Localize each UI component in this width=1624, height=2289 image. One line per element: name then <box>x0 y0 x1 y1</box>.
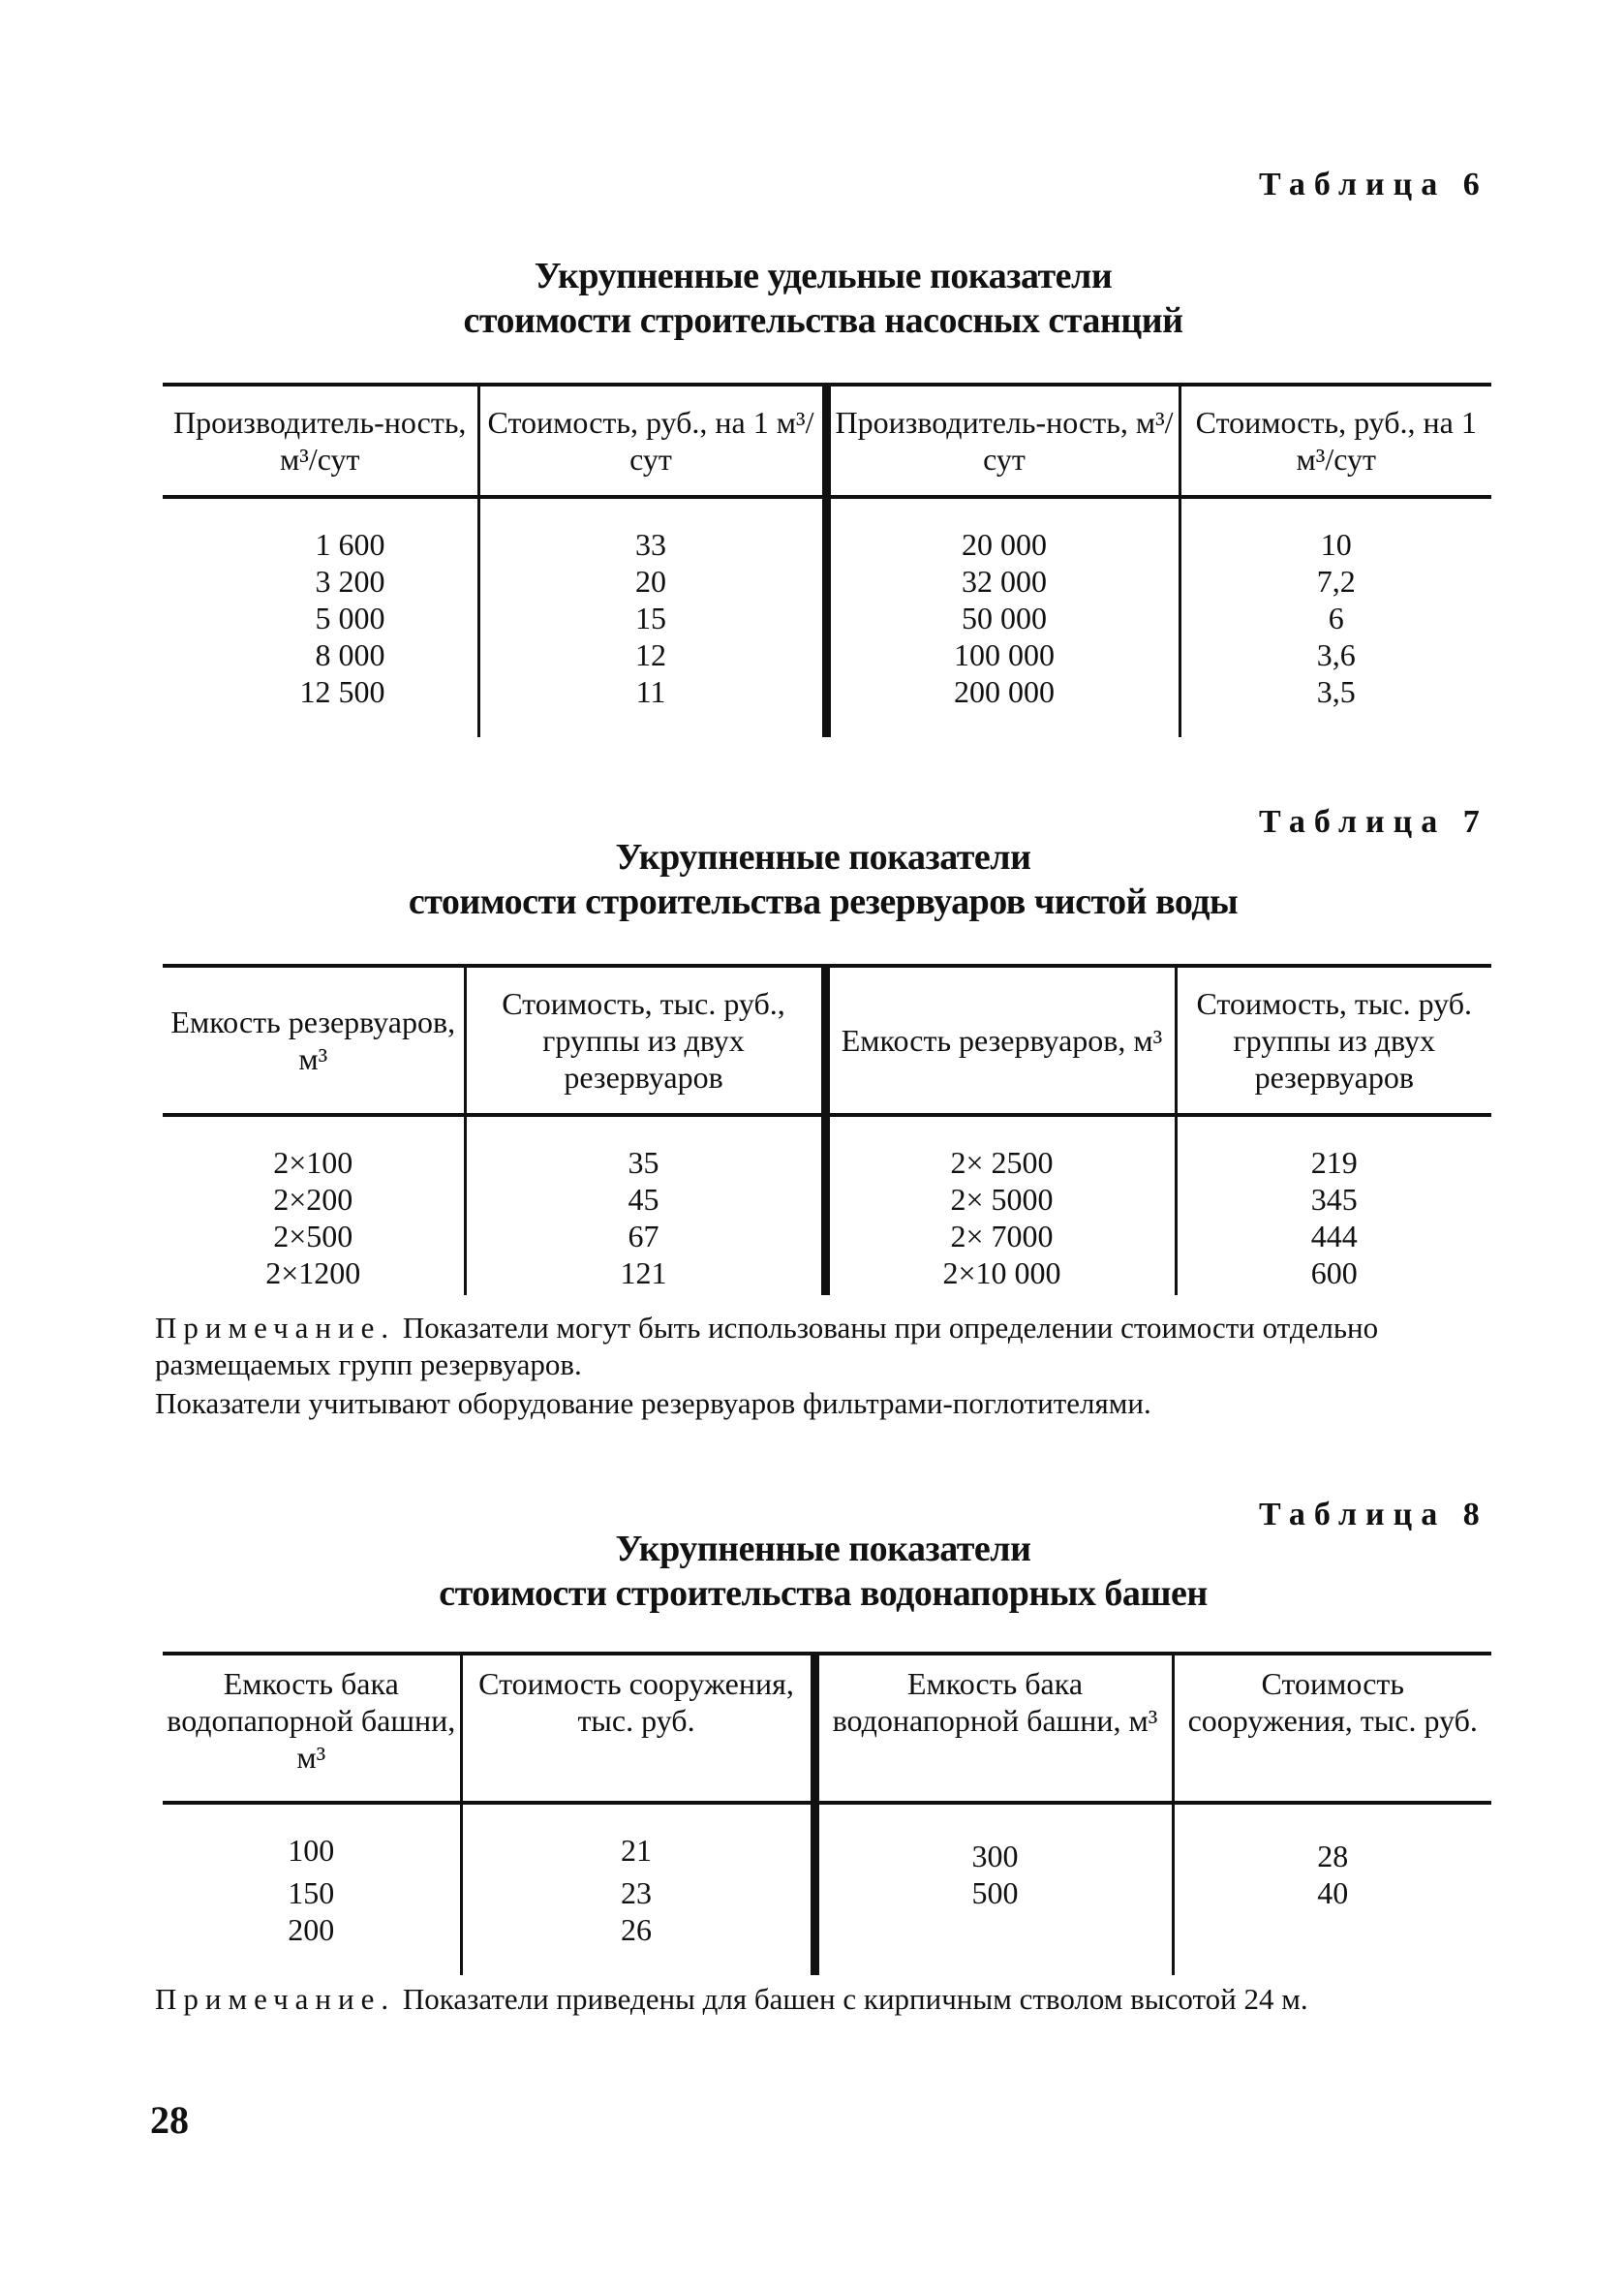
table-cell: 2×200 <box>163 1181 465 1218</box>
table7-title-line2: стоимости строительства резервуаров чистой воды <box>408 882 1239 922</box>
table-cell: 35 <box>465 1115 825 1181</box>
table8-header-cell: Емкость бака водонапорной башни, м³ <box>814 1654 1173 1803</box>
table-row <box>163 636 1491 673</box>
table-row <box>163 497 1491 563</box>
table-cell: 23 <box>461 1874 814 1911</box>
page-number: 28 <box>150 2098 189 2142</box>
table-cell: 600 <box>1310 1255 1358 1290</box>
table-cell: 444 <box>1310 1219 1358 1253</box>
table8-label: Таблица 8 <box>1259 1497 1488 1532</box>
table8-header-cell: Емкость бака водопапорной башни, м³ <box>163 1654 461 1803</box>
table-row <box>163 1803 1491 1874</box>
table7-note-2: Показатели учитывают оборудование резервуаров фильтрами-поглотителями. <box>155 1386 1151 1420</box>
table-cell: 2×10 000 <box>825 1254 1176 1295</box>
table7-label: Таблица 7 <box>1259 804 1488 840</box>
table7-header-cell: Стоимость, тыс. руб., группы из двух резервуаров <box>465 966 825 1115</box>
table6-title-line1: Укрупненные удельные показатели <box>534 256 1113 296</box>
table-cell: 2× 7000 <box>825 1218 1176 1254</box>
table-cell: 33 <box>478 497 826 563</box>
table-cell: 50 000 <box>826 600 1180 636</box>
table7-header-cell: Емкость резервуаров, м³ <box>825 966 1176 1115</box>
table6-header-cell: Стоимость, руб., на 1 м³/сут <box>1180 385 1491 497</box>
table6-header-cell: Производитель-ность, м³/сут <box>826 385 1180 497</box>
table-row <box>163 1874 1491 1911</box>
table-cell: 45 <box>465 1181 825 1218</box>
table6 <box>163 383 1491 737</box>
table-cell <box>1173 1911 1491 1975</box>
table-cell: 200 <box>163 1911 461 1975</box>
table-cell: 1 600 <box>163 497 478 563</box>
table7-title-line1: Укрупненные показатели <box>615 837 1031 878</box>
table-cell: 67 <box>465 1218 825 1254</box>
table8-note <box>155 1981 1472 2018</box>
table-cell: 3 200 <box>163 563 478 600</box>
table7 <box>163 964 1491 1295</box>
table8-header-row <box>163 1654 1491 1803</box>
table-cell: 2×1200 <box>163 1254 465 1295</box>
table8-title-line2: стоимости строительства водонапорных башен <box>439 1573 1208 1614</box>
table-cell: 200 000 <box>826 673 1180 737</box>
table-cell: 11 <box>478 673 826 737</box>
note-text: Показатели приведены для башен с кирпичным стволом высотой 24 м. <box>395 1982 1308 2016</box>
table-cell: 26 <box>461 1911 814 1975</box>
table7-header-row <box>163 966 1491 1115</box>
table-cell: 150 <box>163 1874 461 1911</box>
table8-header-cell: Стоимость сооружения, тыс. руб. <box>1173 1654 1491 1803</box>
table6-label: Таблица 6 <box>1259 167 1488 202</box>
table-row <box>163 673 1491 737</box>
table7-title <box>116 835 1530 924</box>
table-cell: 2×500 <box>163 1218 465 1254</box>
table-row <box>163 1911 1491 1975</box>
table-row <box>163 1218 1491 1254</box>
table-cell: 219 <box>1310 1145 1358 1180</box>
table8-title <box>116 1527 1530 1616</box>
table-cell: 12 500 <box>163 673 478 737</box>
table-cell: 121 <box>465 1254 825 1295</box>
table-cell: 6 <box>1328 601 1344 635</box>
table6-title-line2: стоимости строительства насосных станций <box>463 300 1183 341</box>
table-cell: 345 <box>1310 1182 1358 1217</box>
table-cell: 40 <box>1317 1875 1349 1910</box>
table8-header-cell: Стоимость сооружения, тыс. руб. <box>461 1654 814 1803</box>
table-cell: 32 000 <box>826 563 1180 600</box>
table-cell: 12 <box>478 636 826 673</box>
table-cell: 100 000 <box>826 636 1180 673</box>
table-cell: 3,5 <box>1316 674 1356 709</box>
table-cell: 28 <box>1317 1839 1349 1873</box>
table6-header-row <box>163 385 1491 497</box>
table-cell: 5 000 <box>163 600 478 636</box>
table-cell: 21 <box>461 1803 814 1874</box>
table6-header-cell: Стоимость, руб., на 1 м³/сут <box>478 385 826 497</box>
table-cell: 20 000 <box>826 497 1180 563</box>
table-row <box>163 1181 1491 1218</box>
table-cell: 20 <box>478 563 826 600</box>
table6-header-cell: Производитель-ность, м³/сут <box>163 385 478 497</box>
table-cell: 2× 2500 <box>825 1115 1176 1181</box>
note-label: Примечание. <box>155 1311 396 1345</box>
table-cell: 3,6 <box>1316 637 1356 672</box>
table-row <box>163 563 1491 600</box>
table-cell: 300 <box>814 1803 1173 1874</box>
table6-title <box>116 254 1530 343</box>
table7-note <box>155 1310 1472 1383</box>
table-cell: 8 000 <box>163 636 478 673</box>
table7-header-cell: Стоимость, тыс. руб. группы из двух резервуаров <box>1176 966 1491 1115</box>
table-cell: 7,2 <box>1316 564 1356 599</box>
note-text: Показатели могут быть использованы при определении стоимости отдельно размещаемых групп резервуаров. <box>155 1311 1379 1381</box>
table-cell: 15 <box>478 600 826 636</box>
table7-header-cell: Емкость резервуаров, м³ <box>163 966 465 1115</box>
note-label: Примечание. <box>155 1982 396 2016</box>
table-row <box>163 1254 1491 1295</box>
table-row <box>163 600 1491 636</box>
table-cell: 2× 5000 <box>825 1181 1176 1218</box>
table8-title-line1: Укрупненные показатели <box>615 1529 1031 1569</box>
table-cell <box>814 1911 1173 1975</box>
table8 <box>163 1652 1491 1975</box>
table-cell: 100 <box>163 1803 461 1874</box>
table-cell: 500 <box>814 1874 1173 1911</box>
table-cell: 10 <box>1320 527 1352 562</box>
table-cell: 2×100 <box>163 1115 465 1181</box>
table-row <box>163 1115 1491 1181</box>
